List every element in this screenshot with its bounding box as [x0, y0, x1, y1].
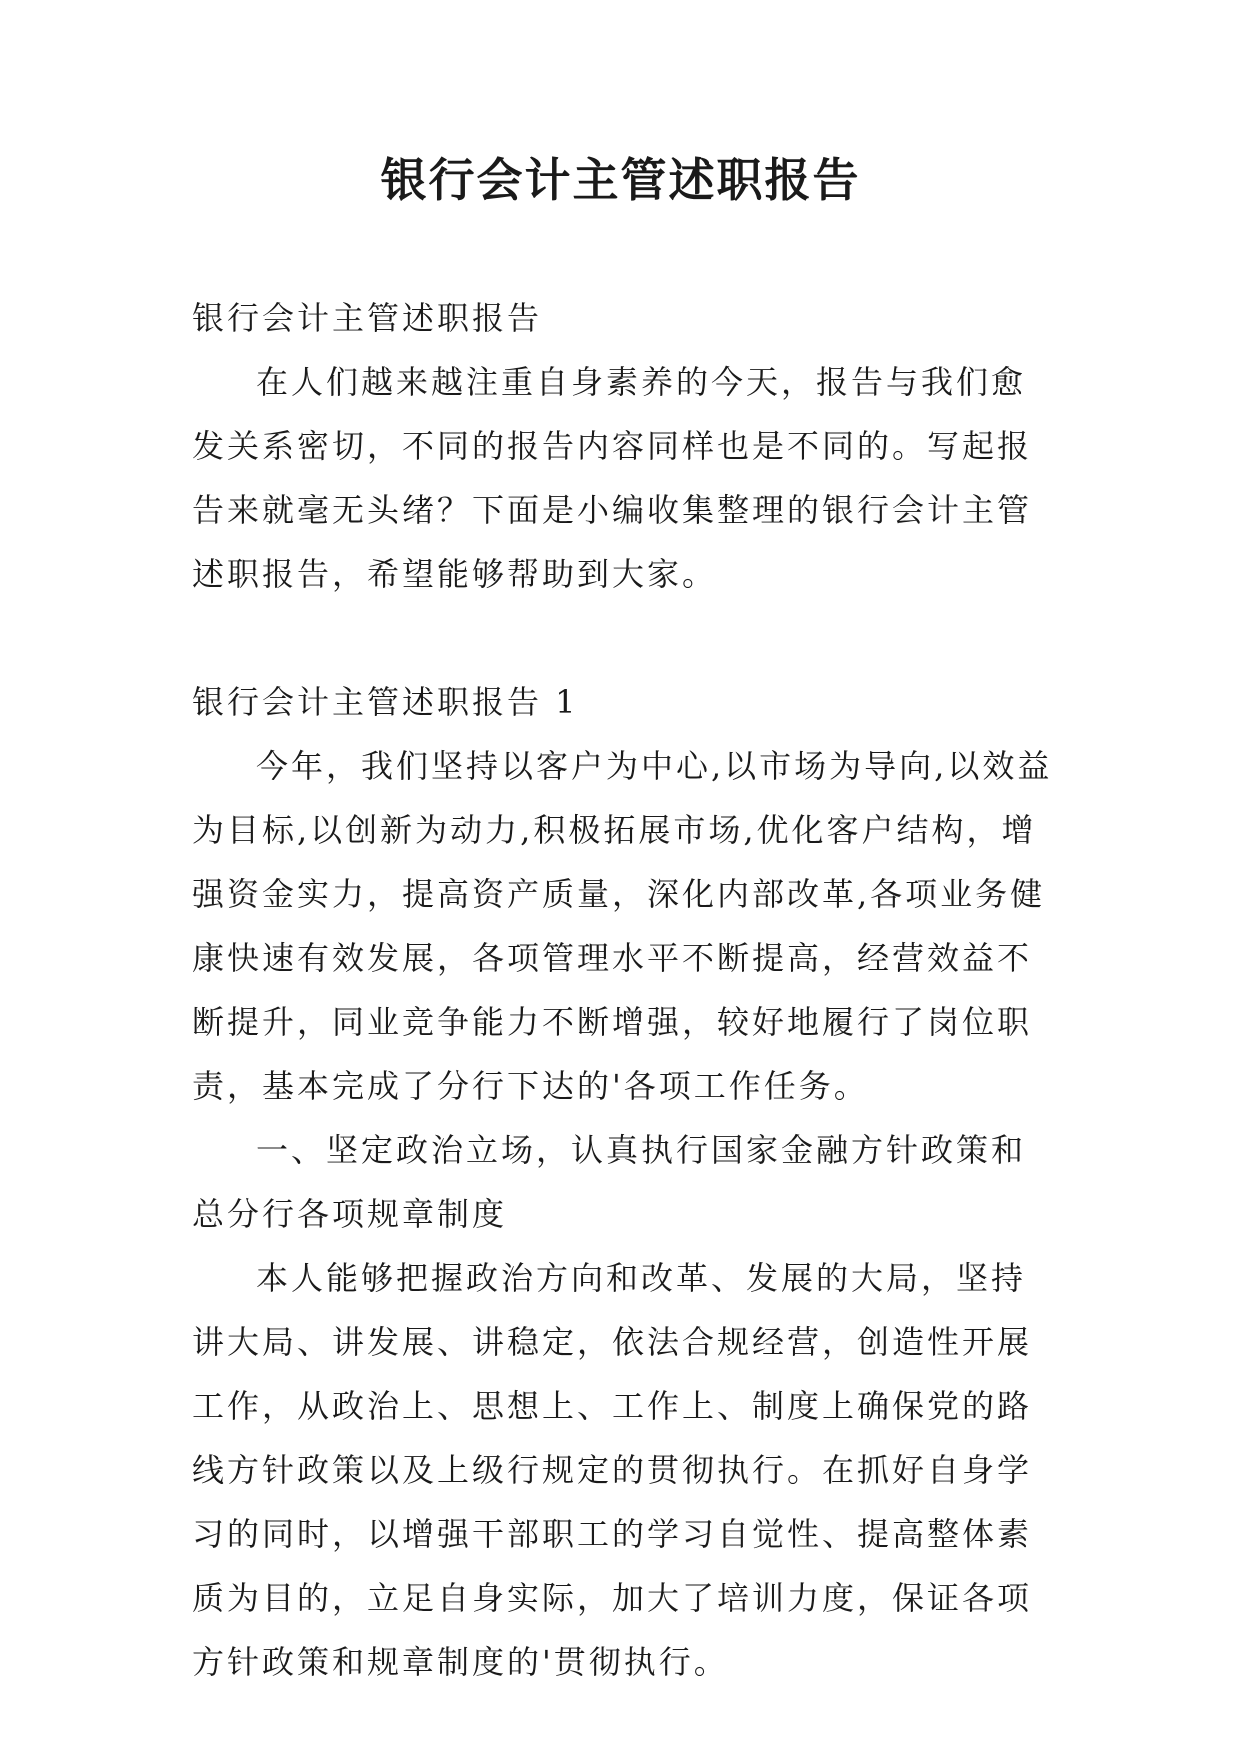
- intro-paragraph: 在人们越来越注重自身素养的今天，报告与我们愈发关系密切，不同的报告内容同样也是不同的。写起报告来就毫无头绪？下面是小编收集整理的银行会计主管述职报告，希望能够帮助到大家。: [192, 363, 1033, 593]
- subsection-heading: 一、坚定政治立场，认真执行国家金融方针政策和总分行各项规章制度: [192, 1131, 1027, 1233]
- section-heading: 银行会计主管述职报告 1: [192, 683, 579, 721]
- body-paragraph: 本人能够把握政治方向和改革、发展的大局，坚持讲大局、讲发展、讲稳定，依法合规经营，创造性开展工作，从政治上、思想上、工作上、制度上确保党的路线方针政策以及上级行规定的贯彻执行。在抓好自身学习的同时，以增强干部职工的学习自觉性、提高整体素质为目的，立足自身实际，加大了培训力度，保证各项方针政策和规章制度的'贯彻执行。: [192, 1259, 1033, 1681]
- body-heading: 银行会计主管述职报告: [192, 299, 543, 337]
- paragraph-spacer: [192, 606, 1054, 670]
- document-title: 银行会计主管述职报告: [380, 153, 861, 207]
- document-body: [192, 286, 1054, 1694]
- body-paragraph: 今年，我们坚持以客户为中心,以市场为导向,以效益为目标,以创新为动力,积极拓展市场,优化客户结构，增强资金实力，提高资产质量，深化内部改革,各项业务健康快速有效发展，各项管理水平不断提高，经营效益不断提升，同业竞争能力不断增强，较好地履行了岗位职责，基本完成了分行下达的'各项工作任务。: [192, 747, 1053, 1105]
